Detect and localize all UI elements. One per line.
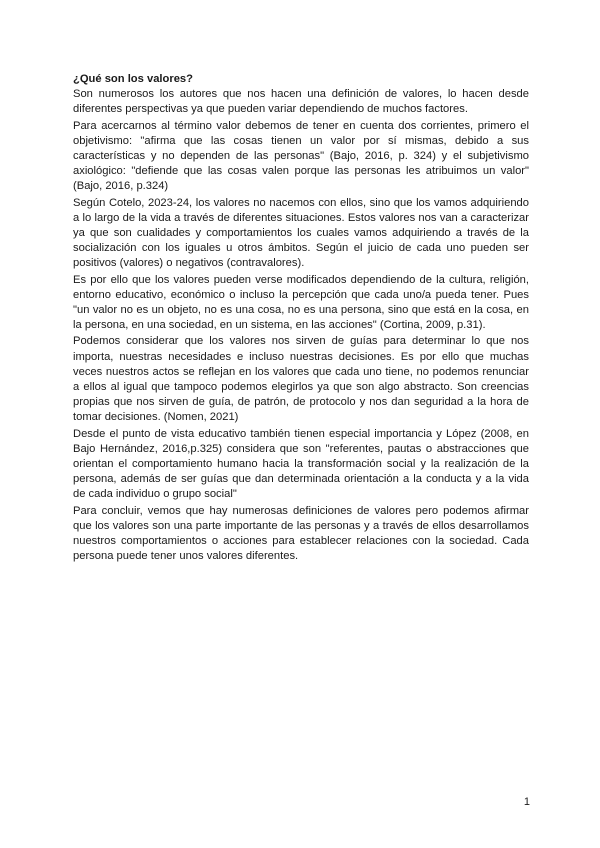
paragraph-nomen: Podemos considerar que los valores nos sirven de guías para determinar lo que nos importa, nuestras necesidades e incluso nuestras decisiones. Es por ello que muchas veces nuestros actos se reflejan en los valores que cada uno tiene, no podemos renunciar a ellos al igual que tampoco podemos elegirlos ya que son algo abstracto. Son creencias propias que nos sirven de guía, de patrón, de protocolo y nos dan seguridad a la hora de tomar decisiones. (Nomen, 2021)	[73, 335, 529, 424]
paragraph-lopez: Desde el punto de vista educativo también tienen especial importancia y López (2008, en Bajo Hernández, 2016,p.325) considera que son "referentes, pautas o abstracciones que orientan el comportamiento humano hacia la transformación social y la realización de la persona, además de ser guías que dan determinada orientación a la conducta y a la vida de cada individuo o grupo social"	[73, 427, 529, 501]
paragraph-conclusion: Para concluir, vemos que hay numerosas definiciones de valores pero podemos afirmar que los valores son una parte importante de las personas y a través de ellos desarrollamos nuestros comportamientos o acciones para establecer relaciones con la sociedad. Cada persona puede tener unos valores diferentes.	[73, 504, 529, 563]
paragraph-cotelo: Según Cotelo, 2023-24, los valores no nacemos con ellos, sino que los vamos adquiriendo a lo largo de la vida a través de diferentes situaciones. Estos valores nos van a caracterizar ya que son cualidades y comportamientos los cuales vamos adquiriendo a través de la socialización con los iguales u otros ámbitos. Según el juicio de cada uno pueden ser positivos (valores) o negativos (contravalores).	[73, 196, 529, 270]
section-heading: ¿Qué son los valores?	[73, 73, 193, 85]
document-body	[73, 72, 529, 566]
page-number: 1	[523, 796, 530, 808]
paragraph-intro: Son numerosos los autores que nos hacen una definición de valores, lo hacen desde diferentes perspectivas ya que pueden variar dependiendo de muchos factores.	[73, 88, 529, 116]
paragraph-objetivismo: Para acercarnos al término valor debemos de tener en cuenta dos corrientes, primero el objetivismo: "afirma que las cosas tienen un valor por sí mismas, debido a sus características y no dependen de las personas" (Bajo, 2016, p. 324) y el subjetivismo axiológico: "defiende que las cosas valen porque las personas les atribuimos un valor" (Bajo, 2016, p.324)	[73, 119, 529, 193]
paragraph-cortina: Es por ello que los valores pueden verse modificados dependiendo de la cultura, religión, entorno educativo, económico o incluso la percepción que cada uno/a pueda tener. Pues "un valor no es un objeto, no es una cosa, no es una persona, sino que está en la cosa, en la persona, en una sociedad, en un sistema, en las acciones" (Cortina, 2009, p.31).	[73, 273, 529, 332]
